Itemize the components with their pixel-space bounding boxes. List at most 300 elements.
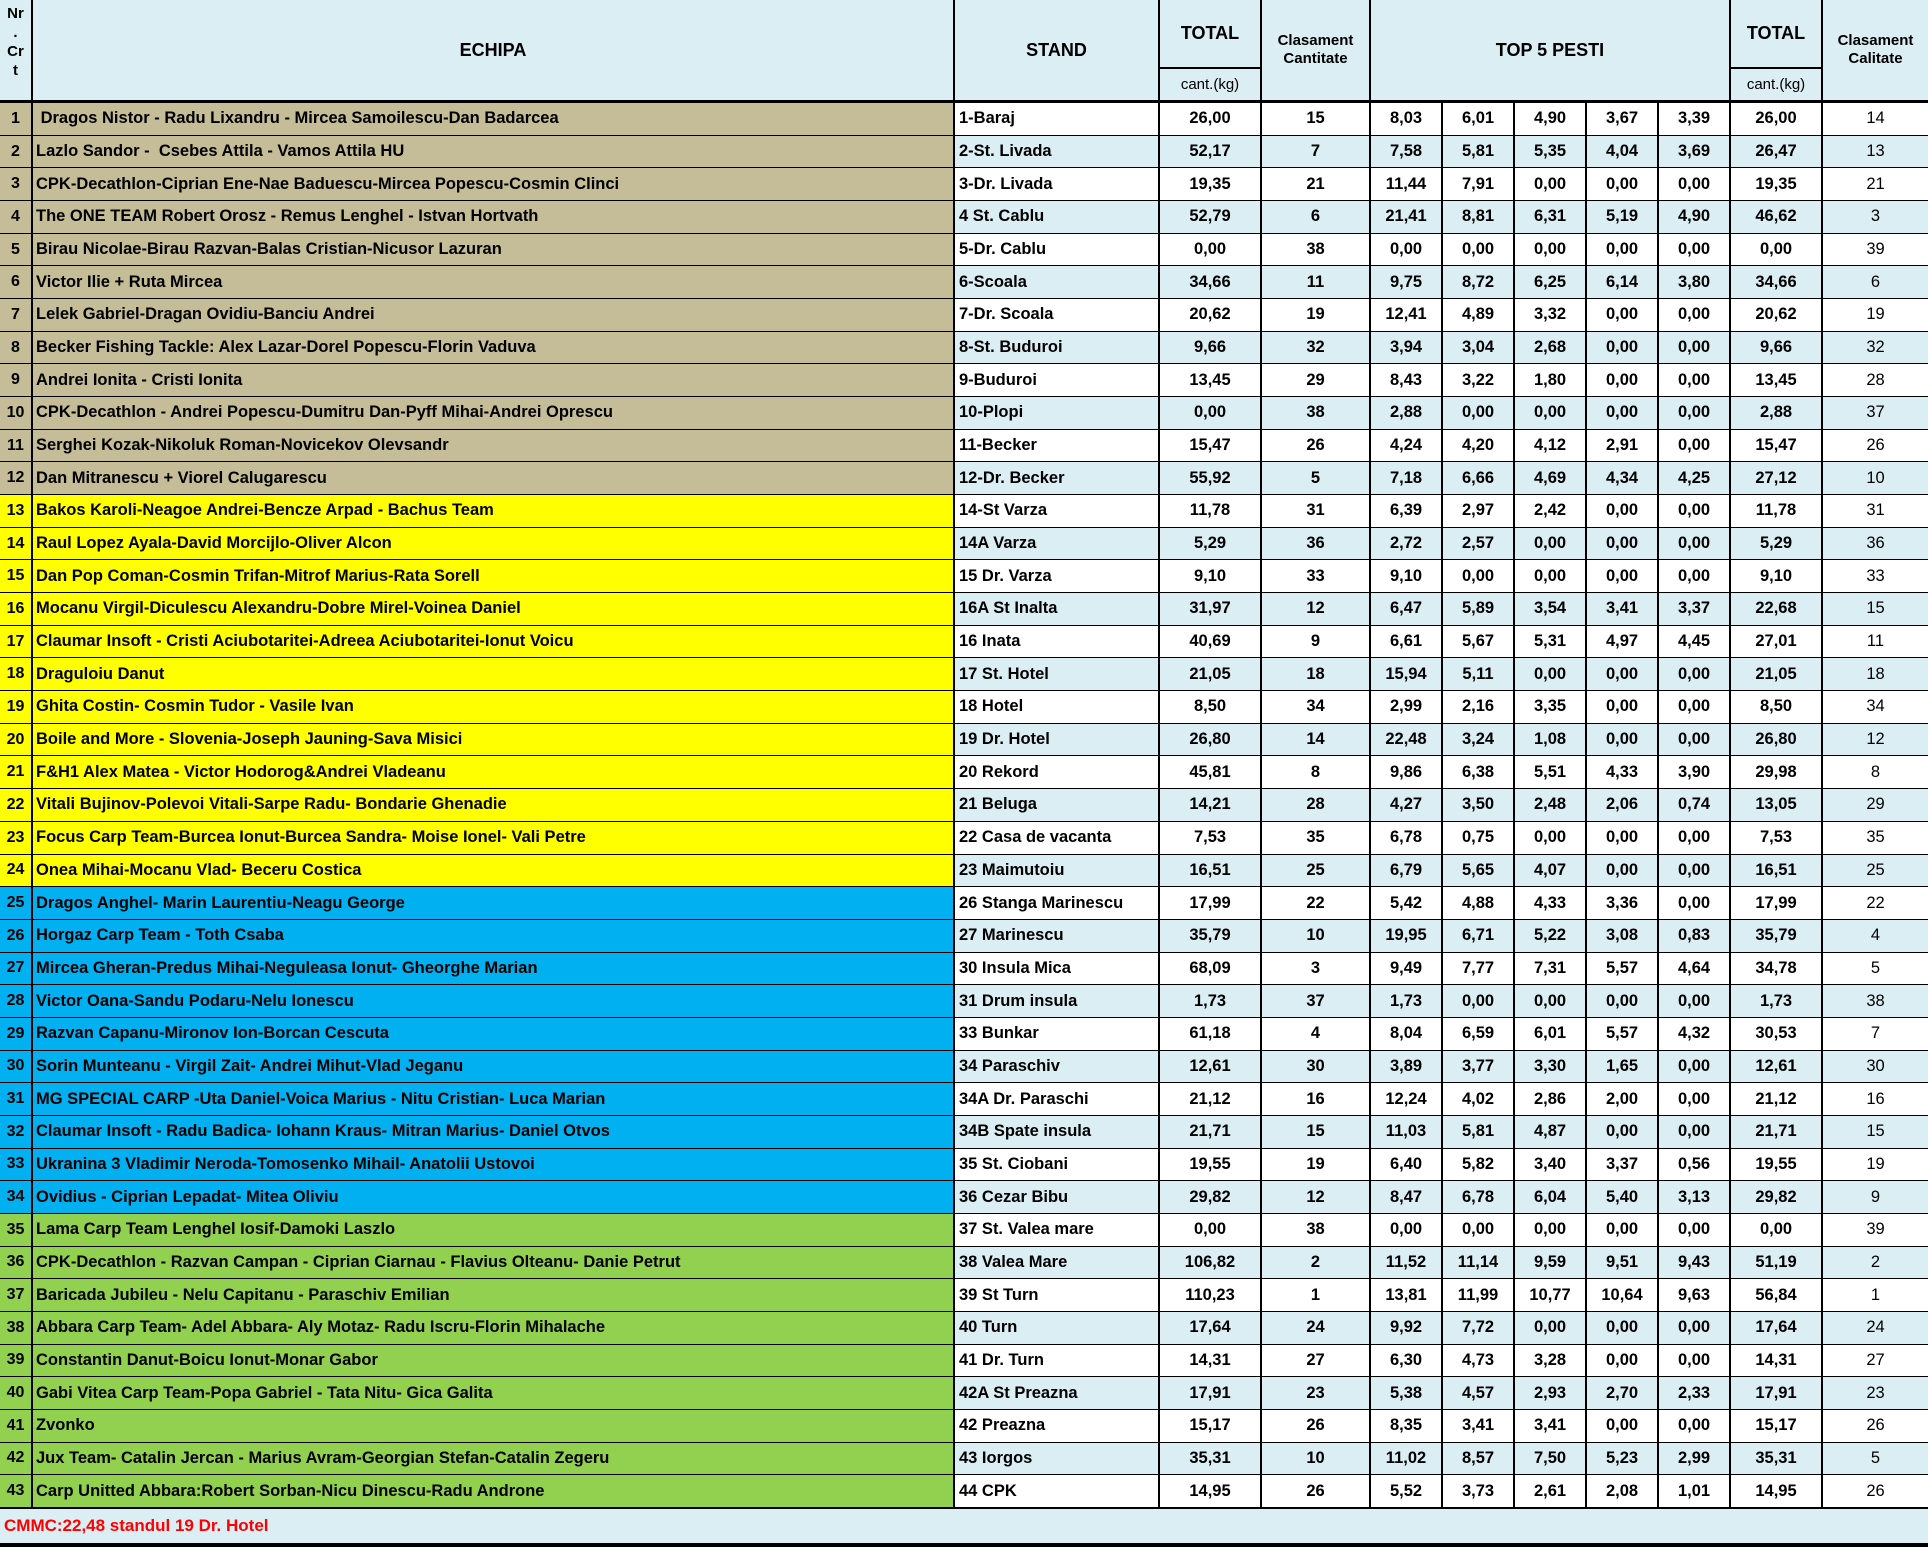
total-weight-cell[interactable]: 55,92	[1160, 462, 1260, 494]
top5-fish-2-cell[interactable]: 5,65	[1443, 855, 1513, 887]
rank-quantity-cell[interactable]: 16	[1262, 1083, 1369, 1115]
top5-fish-1-cell[interactable]: 9,75	[1371, 266, 1441, 298]
team-name-cell[interactable]: Boile and More - Slovenia-Joseph Jauning-Sava Misici	[33, 724, 953, 756]
stand-name-cell[interactable]: 30 Insula Mica	[955, 953, 1158, 985]
team-name-cell[interactable]: Draguloiu Danut	[33, 658, 953, 690]
top5-fish-1-cell[interactable]: 7,18	[1371, 462, 1441, 494]
top5-fish-2-cell[interactable]: 3,24	[1443, 724, 1513, 756]
team-name-cell[interactable]: CPK-Decathlon - Andrei Popescu-Dumitru Dan-Pyff Mihai-Andrei Oprescu	[33, 397, 953, 429]
rank-quality-cell[interactable]: 39	[1823, 234, 1928, 266]
top5-fish-5-cell[interactable]: 2,33	[1659, 1377, 1729, 1409]
row-number-cell[interactable]: 9	[0, 364, 31, 396]
top5-fish-2-cell[interactable]: 4,73	[1443, 1345, 1513, 1377]
stand-name-cell[interactable]: 42A St Preazna	[955, 1377, 1158, 1409]
top5-fish-1-cell[interactable]: 11,44	[1371, 168, 1441, 200]
top5-fish-3-cell[interactable]: 4,87	[1515, 1116, 1585, 1148]
row-number-cell[interactable]: 18	[0, 658, 31, 690]
top5-fish-5-cell[interactable]: 4,90	[1659, 201, 1729, 233]
rank-quality-cell[interactable]: 15	[1823, 1116, 1928, 1148]
stand-name-cell[interactable]: 33 Bunkar	[955, 1018, 1158, 1050]
top5-fish-2-cell[interactable]: 3,77	[1443, 1051, 1513, 1083]
top5-total-cell[interactable]: 27,01	[1731, 626, 1821, 658]
top5-fish-3-cell[interactable]: 4,33	[1515, 887, 1585, 919]
rank-quantity-cell[interactable]: 22	[1262, 887, 1369, 919]
top5-fish-2-cell[interactable]: 5,67	[1443, 626, 1513, 658]
top5-total-cell[interactable]: 20,62	[1731, 299, 1821, 331]
row-number-cell[interactable]: 2	[0, 136, 31, 168]
top5-fish-4-cell[interactable]: 4,97	[1587, 626, 1657, 658]
row-number-cell[interactable]: 11	[0, 430, 31, 462]
stand-name-cell[interactable]: 6-Scoala	[955, 266, 1158, 298]
stand-name-cell[interactable]: 17 St. Hotel	[955, 658, 1158, 690]
top5-fish-1-cell[interactable]: 6,61	[1371, 626, 1441, 658]
stand-name-cell[interactable]: 35 St. Ciobani	[955, 1149, 1158, 1181]
top5-fish-5-cell[interactable]: 0,00	[1659, 495, 1729, 527]
row-number-cell[interactable]: 22	[0, 789, 31, 821]
top5-fish-4-cell[interactable]: 5,57	[1587, 953, 1657, 985]
top5-total-cell[interactable]: 13,45	[1731, 364, 1821, 396]
top5-fish-5-cell[interactable]: 4,45	[1659, 626, 1729, 658]
top5-fish-2-cell[interactable]: 6,01	[1443, 103, 1513, 135]
row-number-cell[interactable]: 29	[0, 1018, 31, 1050]
team-name-cell[interactable]: The ONE TEAM Robert Orosz - Remus Lenghel - Istvan Hortvath	[33, 201, 953, 233]
top5-fish-2-cell[interactable]: 4,89	[1443, 299, 1513, 331]
top5-fish-4-cell[interactable]: 0,00	[1587, 658, 1657, 690]
top5-fish-2-cell[interactable]: 3,22	[1443, 364, 1513, 396]
top5-fish-5-cell[interactable]: 0,00	[1659, 822, 1729, 854]
rank-quality-cell[interactable]: 28	[1823, 364, 1928, 396]
top5-fish-4-cell[interactable]: 0,00	[1587, 397, 1657, 429]
top5-fish-4-cell[interactable]: 9,51	[1587, 1247, 1657, 1279]
top5-fish-3-cell[interactable]: 2,93	[1515, 1377, 1585, 1409]
total-weight-cell[interactable]: 16,51	[1160, 855, 1260, 887]
rank-quantity-cell[interactable]: 24	[1262, 1312, 1369, 1344]
rank-quantity-cell[interactable]: 9	[1262, 626, 1369, 658]
top5-fish-1-cell[interactable]: 5,52	[1371, 1475, 1441, 1507]
rank-quality-cell[interactable]: 19	[1823, 299, 1928, 331]
stand-name-cell[interactable]: 9-Buduroi	[955, 364, 1158, 396]
rank-quantity-cell[interactable]: 29	[1262, 364, 1369, 396]
rank-quantity-cell[interactable]: 15	[1262, 1116, 1369, 1148]
team-name-cell[interactable]: Dragos Anghel- Marin Laurentiu-Neagu George	[33, 887, 953, 919]
row-number-cell[interactable]: 7	[0, 299, 31, 331]
top5-total-cell[interactable]: 14,95	[1731, 1475, 1821, 1507]
stand-name-cell[interactable]: 14A Varza	[955, 528, 1158, 560]
row-number-cell[interactable]: 28	[0, 985, 31, 1017]
top5-fish-3-cell[interactable]: 0,00	[1515, 560, 1585, 592]
top5-total-cell[interactable]: 51,19	[1731, 1247, 1821, 1279]
header-stand[interactable]: STAND	[955, 0, 1158, 100]
stand-name-cell[interactable]: 37 St. Valea mare	[955, 1214, 1158, 1246]
team-name-cell[interactable]: Focus Carp Team-Burcea Ionut-Burcea Sandra- Moise Ionel- Vali Petre	[33, 822, 953, 854]
top5-fish-3-cell[interactable]: 5,31	[1515, 626, 1585, 658]
top5-fish-2-cell[interactable]: 6,59	[1443, 1018, 1513, 1050]
top5-fish-2-cell[interactable]: 0,00	[1443, 397, 1513, 429]
row-number-cell[interactable]: 25	[0, 887, 31, 919]
rank-quantity-cell[interactable]: 7	[1262, 136, 1369, 168]
top5-fish-4-cell[interactable]: 10,64	[1587, 1279, 1657, 1311]
team-name-cell[interactable]: Dan Mitranescu + Viorel Calugarescu	[33, 462, 953, 494]
stand-name-cell[interactable]: 10-Plopi	[955, 397, 1158, 429]
rank-quality-cell[interactable]: 34	[1823, 691, 1928, 723]
top5-total-cell[interactable]: 29,98	[1731, 756, 1821, 788]
top5-total-cell[interactable]: 21,12	[1731, 1083, 1821, 1115]
row-number-cell[interactable]: 42	[0, 1443, 31, 1475]
row-number-cell[interactable]: 35	[0, 1214, 31, 1246]
top5-fish-1-cell[interactable]: 2,72	[1371, 528, 1441, 560]
header-total-calitate[interactable]	[1731, 0, 1821, 100]
row-number-cell[interactable]: 10	[0, 397, 31, 429]
top5-total-cell[interactable]: 27,12	[1731, 462, 1821, 494]
top5-fish-4-cell[interactable]: 2,70	[1587, 1377, 1657, 1409]
rank-quantity-cell[interactable]: 38	[1262, 1214, 1369, 1246]
top5-fish-4-cell[interactable]: 2,91	[1587, 430, 1657, 462]
row-number-cell[interactable]: 1	[0, 103, 31, 135]
top5-fish-4-cell[interactable]: 5,57	[1587, 1018, 1657, 1050]
rank-quality-cell[interactable]: 3	[1823, 201, 1928, 233]
top5-fish-3-cell[interactable]: 3,40	[1515, 1149, 1585, 1181]
top5-fish-5-cell[interactable]: 0,00	[1659, 234, 1729, 266]
top5-fish-4-cell[interactable]: 4,04	[1587, 136, 1657, 168]
rank-quality-cell[interactable]: 12	[1823, 724, 1928, 756]
top5-fish-1-cell[interactable]: 11,52	[1371, 1247, 1441, 1279]
top5-total-cell[interactable]: 13,05	[1731, 789, 1821, 821]
top5-fish-5-cell[interactable]: 0,00	[1659, 299, 1729, 331]
stand-name-cell[interactable]: 27 Marinescu	[955, 920, 1158, 952]
top5-fish-4-cell[interactable]: 0,00	[1587, 1410, 1657, 1442]
top5-fish-2-cell[interactable]: 5,11	[1443, 658, 1513, 690]
stand-name-cell[interactable]: 19 Dr. Hotel	[955, 724, 1158, 756]
top5-total-cell[interactable]: 16,51	[1731, 855, 1821, 887]
stand-name-cell[interactable]: 43 Iorgos	[955, 1443, 1158, 1475]
top5-fish-3-cell[interactable]: 1,08	[1515, 724, 1585, 756]
top5-fish-1-cell[interactable]: 4,24	[1371, 430, 1441, 462]
top5-total-cell[interactable]: 17,64	[1731, 1312, 1821, 1344]
top5-total-cell[interactable]: 21,71	[1731, 1116, 1821, 1148]
total-weight-cell[interactable]: 9,66	[1160, 332, 1260, 364]
rank-quantity-cell[interactable]: 26	[1262, 430, 1369, 462]
total-weight-cell[interactable]: 15,47	[1160, 430, 1260, 462]
stand-name-cell[interactable]: 41 Dr. Turn	[955, 1345, 1158, 1377]
top5-fish-1-cell[interactable]: 22,48	[1371, 724, 1441, 756]
rank-quantity-cell[interactable]: 10	[1262, 920, 1369, 952]
total-weight-cell[interactable]: 14,31	[1160, 1345, 1260, 1377]
row-number-cell[interactable]: 39	[0, 1345, 31, 1377]
top5-fish-3-cell[interactable]: 5,51	[1515, 756, 1585, 788]
top5-fish-3-cell[interactable]: 6,04	[1515, 1181, 1585, 1213]
stand-name-cell[interactable]: 22 Casa de vacanta	[955, 822, 1158, 854]
top5-fish-4-cell[interactable]: 0,00	[1587, 495, 1657, 527]
top5-fish-3-cell[interactable]: 0,00	[1515, 1214, 1585, 1246]
rank-quality-cell[interactable]: 27	[1823, 1345, 1928, 1377]
top5-fish-3-cell[interactable]: 4,90	[1515, 103, 1585, 135]
row-number-cell[interactable]: 30	[0, 1051, 31, 1083]
top5-fish-2-cell[interactable]: 11,14	[1443, 1247, 1513, 1279]
total-weight-cell[interactable]: 17,64	[1160, 1312, 1260, 1344]
top5-fish-2-cell[interactable]: 8,72	[1443, 266, 1513, 298]
team-name-cell[interactable]: Bakos Karoli-Neagoe Andrei-Bencze Arpad - Bachus Team	[33, 495, 953, 527]
total-weight-cell[interactable]: 13,45	[1160, 364, 1260, 396]
stand-name-cell[interactable]: 11-Becker	[955, 430, 1158, 462]
team-name-cell[interactable]: Raul Lopez Ayala-David Morcijlo-Oliver Alcon	[33, 528, 953, 560]
top5-fish-1-cell[interactable]: 5,38	[1371, 1377, 1441, 1409]
top5-fish-1-cell[interactable]: 11,03	[1371, 1116, 1441, 1148]
top5-fish-1-cell[interactable]: 19,95	[1371, 920, 1441, 952]
team-name-cell[interactable]: MG SPECIAL CARP -Uta Daniel-Voica Marius - Nitu Cristian- Luca Marian	[33, 1083, 953, 1115]
top5-fish-5-cell[interactable]: 0,56	[1659, 1149, 1729, 1181]
total-weight-cell[interactable]: 106,82	[1160, 1247, 1260, 1279]
top5-total-cell[interactable]: 8,50	[1731, 691, 1821, 723]
top5-fish-1-cell[interactable]: 11,02	[1371, 1443, 1441, 1475]
top5-fish-2-cell[interactable]: 6,71	[1443, 920, 1513, 952]
rank-quality-cell[interactable]: 22	[1823, 887, 1928, 919]
team-name-cell[interactable]: Ovidius - Ciprian Lepadat- Mitea Oliviu	[33, 1181, 953, 1213]
rank-quantity-cell[interactable]: 14	[1262, 724, 1369, 756]
top5-fish-3-cell[interactable]: 4,69	[1515, 462, 1585, 494]
stand-name-cell[interactable]: 3-Dr. Livada	[955, 168, 1158, 200]
team-name-cell[interactable]: CPK-Decathlon-Ciprian Ene-Nae Baduescu-Mircea Popescu-Cosmin Clinci	[33, 168, 953, 200]
top5-fish-1-cell[interactable]: 6,79	[1371, 855, 1441, 887]
top5-fish-3-cell[interactable]: 6,01	[1515, 1018, 1585, 1050]
top5-fish-1-cell[interactable]: 8,43	[1371, 364, 1441, 396]
top5-fish-2-cell[interactable]: 5,89	[1443, 593, 1513, 625]
header-nr-crt[interactable]: Nr . Cr t	[0, 0, 31, 100]
total-weight-cell[interactable]: 11,78	[1160, 495, 1260, 527]
top5-total-cell[interactable]: 30,53	[1731, 1018, 1821, 1050]
top5-fish-2-cell[interactable]: 11,99	[1443, 1279, 1513, 1311]
top5-fish-3-cell[interactable]: 6,31	[1515, 201, 1585, 233]
rank-quantity-cell[interactable]: 2	[1262, 1247, 1369, 1279]
top5-fish-3-cell[interactable]: 1,80	[1515, 364, 1585, 396]
stand-name-cell[interactable]: 8-St. Buduroi	[955, 332, 1158, 364]
top5-fish-1-cell[interactable]: 9,86	[1371, 756, 1441, 788]
rank-quality-cell[interactable]: 31	[1823, 495, 1928, 527]
top5-total-cell[interactable]: 56,84	[1731, 1279, 1821, 1311]
top5-fish-3-cell[interactable]: 6,25	[1515, 266, 1585, 298]
top5-fish-4-cell[interactable]: 0,00	[1587, 691, 1657, 723]
top5-fish-1-cell[interactable]: 21,41	[1371, 201, 1441, 233]
team-name-cell[interactable]: Claumar Insoft - Radu Badica- Iohann Kraus- Mitran Marius- Daniel Otvos	[33, 1116, 953, 1148]
team-name-cell[interactable]: Carp Unitted Abbara:Robert Sorban-Nicu Dinescu-Radu Androne	[33, 1475, 953, 1507]
top5-fish-5-cell[interactable]: 3,39	[1659, 103, 1729, 135]
top5-fish-3-cell[interactable]: 2,48	[1515, 789, 1585, 821]
top5-fish-1-cell[interactable]: 8,47	[1371, 1181, 1441, 1213]
top5-fish-1-cell[interactable]: 12,41	[1371, 299, 1441, 331]
row-number-cell[interactable]: 36	[0, 1247, 31, 1279]
top5-fish-4-cell[interactable]: 6,14	[1587, 266, 1657, 298]
top5-fish-5-cell[interactable]: 0,00	[1659, 364, 1729, 396]
top5-fish-4-cell[interactable]: 4,33	[1587, 756, 1657, 788]
top5-fish-3-cell[interactable]: 10,77	[1515, 1279, 1585, 1311]
top5-total-cell[interactable]: 19,55	[1731, 1149, 1821, 1181]
team-name-cell[interactable]: Serghei Kozak-Nikoluk Roman-Novicekov Olevsandr	[33, 430, 953, 462]
rank-quantity-cell[interactable]: 23	[1262, 1377, 1369, 1409]
stand-name-cell[interactable]: 15 Dr. Varza	[955, 560, 1158, 592]
header-clasament-calitate[interactable]: Clasament Calitate	[1823, 0, 1928, 100]
top5-fish-1-cell[interactable]: 2,88	[1371, 397, 1441, 429]
rank-quantity-cell[interactable]: 19	[1262, 299, 1369, 331]
top5-fish-2-cell[interactable]: 5,82	[1443, 1149, 1513, 1181]
team-name-cell[interactable]: Mircea Gheran-Predus Mihai-Neguleasa Ionut- Gheorghe Marian	[33, 953, 953, 985]
top5-fish-5-cell[interactable]: 4,32	[1659, 1018, 1729, 1050]
rank-quantity-cell[interactable]: 19	[1262, 1149, 1369, 1181]
top5-total-cell[interactable]: 35,79	[1731, 920, 1821, 952]
top5-fish-5-cell[interactable]: 3,90	[1659, 756, 1729, 788]
top5-fish-2-cell[interactable]: 4,02	[1443, 1083, 1513, 1115]
total-weight-cell[interactable]: 31,97	[1160, 593, 1260, 625]
top5-fish-4-cell[interactable]: 5,23	[1587, 1443, 1657, 1475]
team-name-cell[interactable]: Vitali Bujinov-Polevoi Vitali-Sarpe Radu- Bondarie Ghenadie	[33, 789, 953, 821]
stand-name-cell[interactable]: 16 Inata	[955, 626, 1158, 658]
stand-name-cell[interactable]: 31 Drum insula	[955, 985, 1158, 1017]
top5-fish-4-cell[interactable]: 1,65	[1587, 1051, 1657, 1083]
top5-fish-4-cell[interactable]: 0,00	[1587, 1214, 1657, 1246]
top5-fish-1-cell[interactable]: 9,49	[1371, 953, 1441, 985]
row-number-cell[interactable]: 24	[0, 855, 31, 887]
top5-fish-2-cell[interactable]: 2,16	[1443, 691, 1513, 723]
team-name-cell[interactable]: F&H1 Alex Matea - Victor Hodorog&Andrei Vladeanu	[33, 756, 953, 788]
top5-fish-5-cell[interactable]: 0,00	[1659, 1312, 1729, 1344]
top5-total-cell[interactable]: 26,80	[1731, 724, 1821, 756]
top5-fish-1-cell[interactable]: 3,89	[1371, 1051, 1441, 1083]
total-weight-cell[interactable]: 34,66	[1160, 266, 1260, 298]
rank-quality-cell[interactable]: 21	[1823, 168, 1928, 200]
top5-fish-3-cell[interactable]: 3,35	[1515, 691, 1585, 723]
rank-quantity-cell[interactable]: 18	[1262, 658, 1369, 690]
rank-quantity-cell[interactable]: 26	[1262, 1475, 1369, 1507]
top5-total-cell[interactable]: 34,66	[1731, 266, 1821, 298]
top5-fish-4-cell[interactable]: 0,00	[1587, 855, 1657, 887]
row-number-cell[interactable]: 14	[0, 528, 31, 560]
rank-quality-cell[interactable]: 7	[1823, 1018, 1928, 1050]
rank-quantity-cell[interactable]: 21	[1262, 168, 1369, 200]
row-number-cell[interactable]: 15	[0, 560, 31, 592]
rank-quantity-cell[interactable]: 38	[1262, 397, 1369, 429]
top5-fish-4-cell[interactable]: 3,36	[1587, 887, 1657, 919]
header-clasament-cantitate[interactable]: Clasament Cantitate	[1262, 0, 1369, 100]
top5-fish-1-cell[interactable]: 6,78	[1371, 822, 1441, 854]
top5-fish-2-cell[interactable]: 6,66	[1443, 462, 1513, 494]
top5-fish-2-cell[interactable]: 6,38	[1443, 756, 1513, 788]
stand-name-cell[interactable]: 23 Maimutoiu	[955, 855, 1158, 887]
top5-fish-5-cell[interactable]: 4,25	[1659, 462, 1729, 494]
top5-fish-2-cell[interactable]: 3,73	[1443, 1475, 1513, 1507]
top5-fish-4-cell[interactable]: 0,00	[1587, 822, 1657, 854]
top5-fish-1-cell[interactable]: 12,24	[1371, 1083, 1441, 1115]
top5-fish-5-cell[interactable]: 0,00	[1659, 1410, 1729, 1442]
top5-fish-2-cell[interactable]: 0,00	[1443, 560, 1513, 592]
team-name-cell[interactable]: Dragos Nistor - Radu Lixandru - Mircea Samoilescu-Dan Badarcea	[33, 103, 953, 135]
top5-fish-5-cell[interactable]: 0,00	[1659, 332, 1729, 364]
stand-name-cell[interactable]: 12-Dr. Becker	[955, 462, 1158, 494]
team-name-cell[interactable]: Sorin Munteanu - Virgil Zait- Andrei Mihut-Vlad Jeganu	[33, 1051, 953, 1083]
total-weight-cell[interactable]: 5,29	[1160, 528, 1260, 560]
rank-quality-cell[interactable]: 19	[1823, 1149, 1928, 1181]
team-name-cell[interactable]: Zvonko	[33, 1410, 953, 1442]
stand-name-cell[interactable]: 26 Stanga Marinescu	[955, 887, 1158, 919]
top5-fish-4-cell[interactable]: 5,40	[1587, 1181, 1657, 1213]
rank-quality-cell[interactable]: 11	[1823, 626, 1928, 658]
row-number-cell[interactable]: 33	[0, 1149, 31, 1181]
top5-fish-4-cell[interactable]: 3,41	[1587, 593, 1657, 625]
top5-fish-2-cell[interactable]: 3,50	[1443, 789, 1513, 821]
top5-fish-3-cell[interactable]: 7,31	[1515, 953, 1585, 985]
row-number-cell[interactable]: 31	[0, 1083, 31, 1115]
top5-fish-4-cell[interactable]: 0,00	[1587, 985, 1657, 1017]
team-name-cell[interactable]: Jux Team- Catalin Jercan - Marius Avram-Georgian Stefan-Catalin Zegeru	[33, 1443, 953, 1475]
rank-quantity-cell[interactable]: 3	[1262, 953, 1369, 985]
total-weight-cell[interactable]: 14,95	[1160, 1475, 1260, 1507]
top5-fish-4-cell[interactable]: 4,34	[1587, 462, 1657, 494]
top5-fish-4-cell[interactable]: 0,00	[1587, 332, 1657, 364]
top5-total-cell[interactable]: 21,05	[1731, 658, 1821, 690]
rank-quality-cell[interactable]: 26	[1823, 430, 1928, 462]
top5-total-cell[interactable]: 15,47	[1731, 430, 1821, 462]
rank-quality-cell[interactable]: 6	[1823, 266, 1928, 298]
top5-fish-5-cell[interactable]: 0,00	[1659, 1116, 1729, 1148]
team-name-cell[interactable]: Constantin Danut-Boicu Ionut-Monar Gabor	[33, 1345, 953, 1377]
top5-fish-4-cell[interactable]: 0,00	[1587, 528, 1657, 560]
team-name-cell[interactable]: Abbara Carp Team- Adel Abbara- Aly Motaz- Radu Iscru-Florin Mihalache	[33, 1312, 953, 1344]
top5-fish-5-cell[interactable]: 9,63	[1659, 1279, 1729, 1311]
rank-quality-cell[interactable]: 39	[1823, 1214, 1928, 1246]
rank-quantity-cell[interactable]: 25	[1262, 855, 1369, 887]
rank-quality-cell[interactable]: 2	[1823, 1247, 1928, 1279]
top5-fish-4-cell[interactable]: 3,08	[1587, 920, 1657, 952]
team-name-cell[interactable]: Horgaz Carp Team - Toth Csaba	[33, 920, 953, 952]
top5-fish-3-cell[interactable]: 4,07	[1515, 855, 1585, 887]
row-number-cell[interactable]: 40	[0, 1377, 31, 1409]
rank-quality-cell[interactable]: 10	[1823, 462, 1928, 494]
row-number-cell[interactable]: 6	[0, 266, 31, 298]
top5-fish-5-cell[interactable]: 2,99	[1659, 1443, 1729, 1475]
rank-quality-cell[interactable]: 14	[1823, 103, 1928, 135]
row-number-cell[interactable]: 5	[0, 234, 31, 266]
top5-fish-5-cell[interactable]: 0,00	[1659, 560, 1729, 592]
top5-fish-3-cell[interactable]: 0,00	[1515, 658, 1585, 690]
total-weight-cell[interactable]: 7,53	[1160, 822, 1260, 854]
total-weight-cell[interactable]: 52,79	[1160, 201, 1260, 233]
stand-name-cell[interactable]: 1-Baraj	[955, 103, 1158, 135]
top5-total-cell[interactable]: 35,31	[1731, 1443, 1821, 1475]
top5-fish-3-cell[interactable]: 2,68	[1515, 332, 1585, 364]
top5-fish-3-cell[interactable]: 2,86	[1515, 1083, 1585, 1115]
rank-quantity-cell[interactable]: 33	[1262, 560, 1369, 592]
row-number-cell[interactable]: 12	[0, 462, 31, 494]
rank-quality-cell[interactable]: 18	[1823, 658, 1928, 690]
top5-total-cell[interactable]: 0,00	[1731, 234, 1821, 266]
top5-fish-2-cell[interactable]: 0,00	[1443, 234, 1513, 266]
team-name-cell[interactable]: CPK-Decathlon - Razvan Campan - Ciprian Ciarnau - Flavius Olteanu- Danie Petrut	[33, 1247, 953, 1279]
top5-fish-2-cell[interactable]: 7,91	[1443, 168, 1513, 200]
top5-fish-3-cell[interactable]: 0,00	[1515, 1312, 1585, 1344]
top5-fish-5-cell[interactable]: 3,69	[1659, 136, 1729, 168]
rank-quantity-cell[interactable]: 10	[1262, 1443, 1369, 1475]
top5-total-cell[interactable]: 17,91	[1731, 1377, 1821, 1409]
top5-fish-5-cell[interactable]: 0,00	[1659, 430, 1729, 462]
top5-fish-5-cell[interactable]: 0,00	[1659, 887, 1729, 919]
top5-fish-2-cell[interactable]: 7,77	[1443, 953, 1513, 985]
top5-fish-1-cell[interactable]: 2,99	[1371, 691, 1441, 723]
top5-total-cell[interactable]: 7,53	[1731, 822, 1821, 854]
top5-fish-2-cell[interactable]: 7,72	[1443, 1312, 1513, 1344]
rank-quality-cell[interactable]: 30	[1823, 1051, 1928, 1083]
rank-quantity-cell[interactable]: 27	[1262, 1345, 1369, 1377]
row-number-cell[interactable]: 32	[0, 1116, 31, 1148]
rank-quantity-cell[interactable]: 36	[1262, 528, 1369, 560]
top5-fish-1-cell[interactable]: 5,42	[1371, 887, 1441, 919]
team-name-cell[interactable]: Becker Fishing Tackle: Alex Lazar-Dorel Popescu-Florin Vaduva	[33, 332, 953, 364]
